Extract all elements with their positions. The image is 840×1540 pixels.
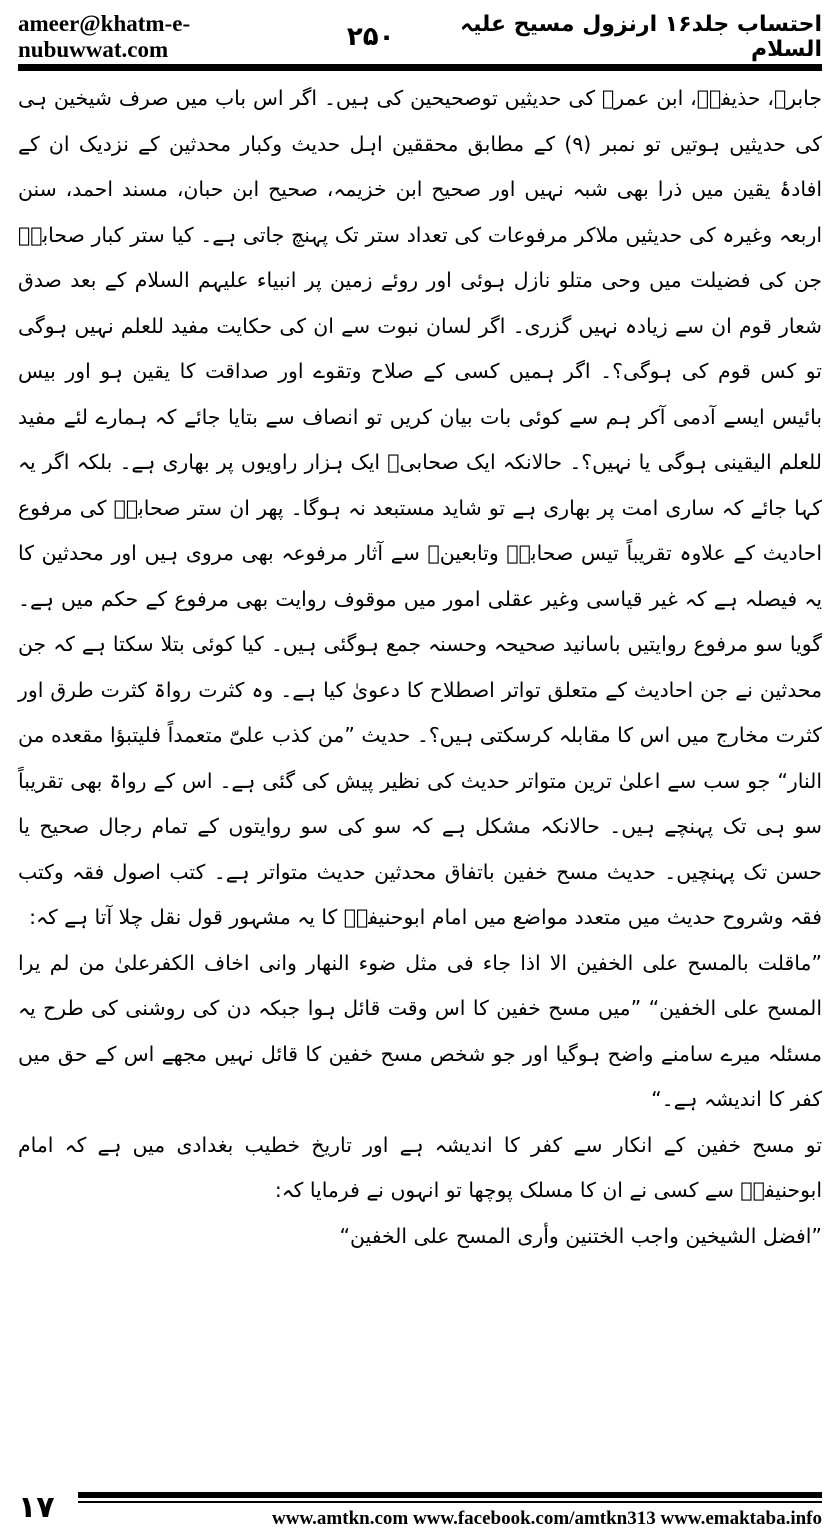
header-rule <box>18 64 822 71</box>
paragraph-main: جابرؓ، حذیفہؓ، ابن عمرؓ کی حدیثیں توصحیحین کی ہیں۔ اگر اس باب میں صرف شیخین ہی کی حدیثیں ہوتیں تو نمبر (۹) کے مطابق محققین اہل حدیث وکبار محدثین کے نزدیک ان کے افادۂ یقین میں ذرا بھی شبہ نہیں اور صحیح ابن خزیمہ، صحیح ابن حبان، مسند احمد، سنن اربعہ وغیرہ کی حدیثیں ملاکر مرفوعات کی تعداد ستر تک پہنچ جاتی ہے۔ کیا ستر کبار صحابہؓ جن کی فضیلت میں وحی متلو نازل ہوئی اور روئے زمین پر انبیاء علیہم السلام کے بعد صدق شعار قوم ان سے زیادہ نہیں گزری۔ اگر لسان نبوت سے ان کی حکایت مفید للعلم نہیں ہوگی تو کس قوم کی ہوگی؟۔ اگر ہمیں کسی کے صلاح وتقوے اور صداقت کا یقین ہو اور بیس بائیس ایسے آدمی آکر ہم سے کوئی بات بیان کریں تو انصاف سے بتایا جائے کہ ہمارے لئے مفید للعلم الیقینی ہوگی یا نہیں؟۔ حالانکہ ایک صحابیؓ ایک ہزار راویوں پر بھاری ہے۔ بلکہ اگر یہ کہا جائے کہ ساری امت پر بھاری ہے تو شاید مستبعد نہ ہوگا۔ پھر ان ستر صحابہؓ کی مرفوع احادیث کے علاوہ تقریباً تیس صحابہؓ وتابعینؒ سے آثار مرفوعہ بھی مروی ہیں اور محدثین کا یہ فیصلہ ہے کہ غیر قیاسی وغیر عقلی امور میں موقوف روایت بھی مرفوع کے حکم میں ہے۔ گویا سو مرفوع روایتیں باسانید صحیحہ وحسنہ جمع ہوگئی ہیں۔ کیا کوئی بتلا سکتا ہے کہ جن محدثین نے جن احادیث کے متعلق تواتر اصطلاح کا دعویٰ کیا ہے۔ وہ کثرت رواۃ کثرت طرق اور کثرت مخارج میں اس کا مقابلہ کرسکتی ہیں؟۔ حدیث ”من كذب علىّ متعمداً فليتبؤا مقعده من النار“ جو سب سے اعلیٰ ترین متواتر حدیث کی نظیر پیش کی گئی ہے۔ اس کے رواۃ بھی تقریباً سو ہی تک پہنچے ہیں۔ حالانکہ مشکل ہے کہ سو کی سو روایتوں کے تمام رجال صحیح یا حسن تک پہنچیں۔ حدیث مسح خفین باتفاق محدثین حدیث متواتر ہے۔ کتب اصول فقہ وکتب فقہ وشروح حدیث میں متعدد مواضع میں امام ابوحنیفہؒ کا یہ مشہور قول نقل چلا آتا ہے کہ: <box>18 86 822 929</box>
quote-afdal-shaykhayn: ”افضل الشيخين واجب الختنين وأرى المسح على الخفين“ <box>339 1223 822 1248</box>
header-email[interactable]: ameer@khatm-e-nubuwwat.com <box>18 11 191 62</box>
paragraph-khatib: تو مسح خفین کے انکار سے کفر کا اندیشہ ہے اور تاریخ خطیب بغدادی میں ہے کہ امام ابوحنیفہؒ سے کسی نے ان کا مسلک پوچھا تو انہوں نے فرمایا کہ: <box>18 1132 822 1202</box>
quote-abu-hanifa-mash: ”ماقلت بالمسح على الخفين الا اذا جاء فی مثل ضوء النهار وانی اخاف الكفرعلیٰ من لم يرا المسح على الخفين“ ”میں مسح خفین کا اس وقت قائل ہوا جبکہ دن کی روشنی کی طرح یہ مسئلہ میرے سامنے واضح ہوگیا اور جو شخص مسح خفین کا قائل نہیں مجھے اس کے حق میں کفر کا اندیشہ ہے۔“ <box>18 950 822 1111</box>
footer-rule-thick <box>78 1492 822 1498</box>
page-footer <box>18 1484 822 1528</box>
footer-rule-thin <box>78 1501 822 1503</box>
page-body <box>18 76 822 1259</box>
running-title: احتساب جلد۱۶ ارنزول مسیح علیہ السلام <box>460 12 822 62</box>
footer-page-number: ۱۷ <box>18 1490 55 1525</box>
header-left <box>18 11 394 63</box>
header-page-number: ۲۵۰ <box>346 22 395 52</box>
footer-bar <box>78 1484 822 1528</box>
footer-links[interactable]: www.amtkn.com www.facebook.com/amtkn313 www.emaktaba.info <box>272 1508 822 1529</box>
page-header <box>18 11 822 62</box>
